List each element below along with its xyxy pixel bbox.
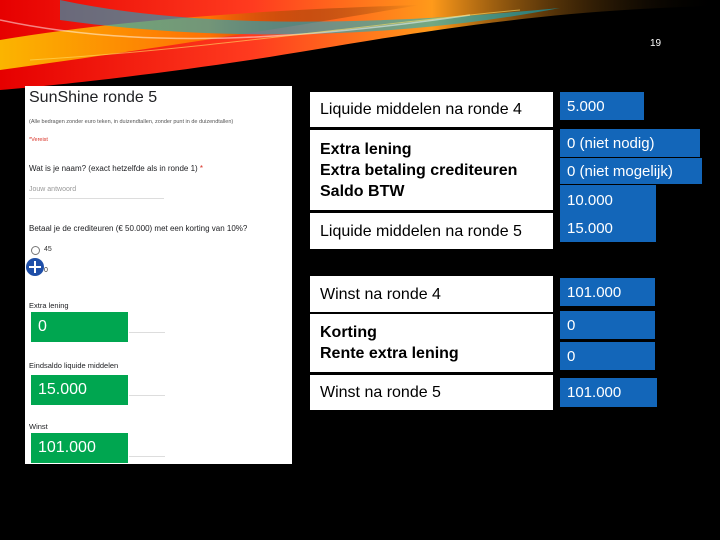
eindsaldo-underline bbox=[129, 395, 165, 396]
label-rente: Rente extra lening bbox=[320, 345, 459, 362]
extra-lening-label: Extra lening bbox=[29, 301, 69, 310]
value-winst-ronde4: 101.000 bbox=[560, 278, 655, 306]
question-name bbox=[29, 164, 203, 173]
extra-lening-value: 0 bbox=[31, 312, 128, 342]
value-extra-betaling: 0 (niet mogelijk) bbox=[560, 158, 702, 184]
name-input[interactable]: Jouw antwoord bbox=[29, 186, 77, 193]
value-korting: 0 bbox=[560, 311, 655, 339]
label-korting: Korting bbox=[320, 324, 377, 341]
required-note: *Vereist bbox=[29, 137, 48, 143]
name-input-underline bbox=[29, 198, 164, 199]
required-star: * bbox=[199, 164, 204, 173]
slide-number: 19 bbox=[650, 38, 662, 49]
value-liquide-ronde5: 15.000 bbox=[560, 214, 656, 242]
form-subtitle: (Alle bedragen zonder euro teken, in duizendtallen, zonder punt in de duizendtallen) bbox=[29, 119, 234, 125]
radio-option-1[interactable] bbox=[31, 246, 40, 255]
label-extra-betaling: Extra betaling crediteuren bbox=[320, 161, 518, 179]
question-name-text: Wat is je naam? (exact hetzelfde als in ronde 1) bbox=[29, 164, 198, 173]
extra-lening-underline bbox=[129, 332, 165, 333]
add-icon bbox=[26, 258, 44, 276]
form-title: SunShine ronde 5 bbox=[29, 89, 158, 106]
label-text: Winst na ronde 5 bbox=[320, 384, 441, 401]
label-text: Liquide middelen na ronde 4 bbox=[320, 101, 522, 118]
label-saldo-btw: Saldo BTW bbox=[320, 182, 405, 200]
radio-option-1-label: 45 bbox=[44, 246, 52, 253]
form-screenshot bbox=[25, 86, 292, 464]
value-liquide-ronde4: 5.000 bbox=[560, 92, 644, 120]
row-korting-labels bbox=[310, 314, 553, 372]
row-extra-lening-labels bbox=[310, 130, 553, 210]
row-liquide-ronde4-label bbox=[310, 92, 553, 127]
value-winst-ronde5: 101.000 bbox=[560, 378, 657, 407]
label-text: Liquide middelen na ronde 5 bbox=[320, 222, 522, 240]
label-extra-lening: Extra lening bbox=[320, 140, 412, 158]
winst-underline bbox=[129, 456, 165, 457]
value-extra-lening: 0 (niet nodig) bbox=[560, 129, 700, 157]
eindsaldo-value: 15.000 bbox=[31, 375, 128, 405]
header-decoration bbox=[0, 0, 720, 95]
row-winst-ronde4-label bbox=[310, 276, 553, 312]
row-liquide-ronde5-label bbox=[310, 213, 553, 249]
eindsaldo-label: Eindsaldo liquide middelen bbox=[29, 361, 119, 370]
radio-option-2-label: 0 bbox=[44, 267, 48, 274]
row-winst-ronde5-label bbox=[310, 375, 553, 410]
winst-value: 101.000 bbox=[31, 433, 128, 463]
winst-label: Winst bbox=[29, 422, 48, 431]
question-discount: Betaal je de crediteuren (€ 50.000) met een korting van 10%? bbox=[29, 224, 248, 233]
label-text: Winst na ronde 4 bbox=[320, 285, 441, 303]
value-saldo-btw: 10.000 bbox=[560, 185, 656, 215]
value-rente: 0 bbox=[560, 342, 655, 370]
